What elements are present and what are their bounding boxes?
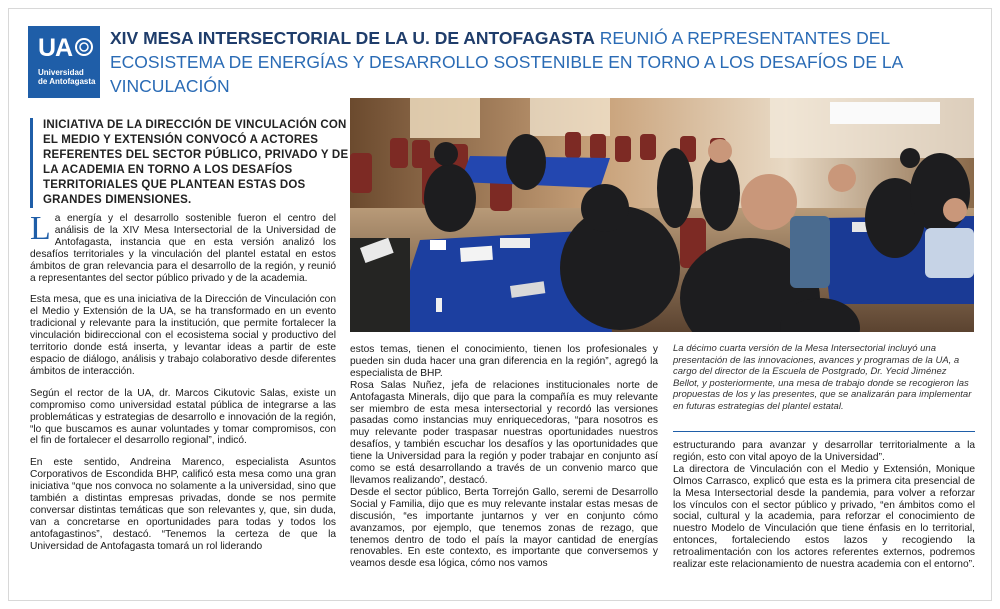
headline-strong: XIV MESA INTERSECTORIAL DE LA U. DE ANTOFAGASTA xyxy=(110,28,595,48)
article-headline xyxy=(110,26,980,98)
paragraph xyxy=(30,210,336,284)
article-column-1 xyxy=(30,210,336,563)
headline-rest: REUNIÓ A REPRESENTANTES DEL ECOSISTEMA DE ENERGÍAS Y DESARROLLO SOSTENIBLE EN TORNO A LOS DESAFÍOS DE LA VINCULACIÓN xyxy=(110,28,903,96)
paragraph: estos temas, tienen el conocimiento, tienen los profesionales y pueden sin duda hacer una gran diferencia en la región”, agregó la especialista de BHP. xyxy=(350,344,658,379)
article-column-2 xyxy=(350,344,658,580)
logo-swirl-icon xyxy=(74,37,94,57)
logo-subtitle xyxy=(38,68,96,86)
logo-acronym: UA xyxy=(38,34,73,62)
paragraph: Desde el sector público, Berta Torrejón Gallo, seremi de Desarrollo Social y Familia, dijo que es muy relevante instalar estas mesas de discusión, “es importante juntarnos y ver en conjunto cómo avanzamos, por ejemplo, que tenemos zonas de rezago, que tenemos dentro de todo el país la mayor cantidad de energías renovables. En este contexto, es importante que conversemos y veamos desde esa lógica, cómo nos vamos xyxy=(350,486,658,570)
article-column-3 xyxy=(673,440,975,581)
paragraph: estructurando para avanzar y desarrollar territorialmente a la región, esto con vital apoyo de la Universidad”. xyxy=(673,440,975,463)
paragraph: Esta mesa, que es una iniciativa de la Dirección de Vinculación con el Medio y Extensión de la UA, se ha transformado en un evento tradicional y relevante para la institución, que permite fortalecer la vinculación bidireccional con el ecosistema social y productivo del territorio donde está inserta, y levantar ideas a partir de este espacio de diálogo, análisis y trabajo colaborativo desde diferentes ámbitos de interacción. xyxy=(30,294,336,377)
event-photo-illustration xyxy=(350,98,974,332)
event-photo xyxy=(350,98,974,332)
paragraph: En este sentido, Andreina Marenco, especialista Asuntos Corporativos de Escondida BHP, calificó esta mesa como una gran iniciativa “que nos convoca no solamente a la universidad, sino que también a distintas empresas privadas, donde se nos permite conversar distintas temáticas que son relevantes y, que, sin duda, van a concretarse en oportunidades para todas y todos los antofagastinos”, destacó. “Tenemos la certeza de que la Universidad de Antofagasta tomará un rol liderando xyxy=(30,457,336,552)
paragraph-text: a energía y el desarrollo sostenible fueron el centro del análisis de la XIV Mesa Intersectorial de la Universidad de Antofagasta, instancia que en esta versión analizó los desafíos territoriales y la vinculación del plantel estatal en estos ámbitos de gran relevancia para el desarrollo de la región, y reunió a representantes del sector público privado y de la academia. xyxy=(30,213,336,284)
photo-caption: La décimo cuarta versión de la Mesa Intersectorial incluyó una presentación de las innovaciones, avances y programas de la UA, a cargo del director de la Escuela de Postgrado, Dr. Yecid Jiménez Bellot, y posteriormente, una mesa de trabajo donde se recogieron las propuestas de los y las presentes, que se analizarán para implementar en futuras estrategias del plantel estatal. xyxy=(673,343,972,412)
logo-line-1: Universidad xyxy=(38,68,84,77)
logo-line-2: de Antofagasta xyxy=(38,77,96,86)
caption-divider xyxy=(673,431,975,432)
university-logo xyxy=(28,26,100,98)
paragraph: La directora de Vinculación con el Medio y Extensión, Monique Olmos Carrasco, explicó que esta es la primera cita presencial de la Mesa Intersectorial desde la pandemia, para volver a reforzar los vínculos con el sector público y privado, “en ámbitos como el social, cultural y la academia, para reforzar el conocimiento de nuestro Modelo de Vinculación que tiene énfasis en lo territorial, entonces, fortaleciendo estos lazos y recogiendo la retroalimentación con los actores referentes externos, podremos realizar este relacionamiento de nuestra academia con el entorno”. xyxy=(673,463,975,571)
paragraph: Rosa Salas Nuñez, jefa de relaciones institucionales norte de Antofagasta Minerals, dijo que para la compañía es muy relevante ser miembro de esta mesa intersectorial y recordó las versiones pasadas como instancias muy enriquecedoras, “para nosotros es muy relevante poder traspasar nuestras oportunidades nuestros desafíos, y también escuchar los desafíos y las oportunidades que tiene la Universidad para la región y poder trabajar en conjunto así como se está desarrollando a través de un convenio marco que llevamos realizando”, destacó. xyxy=(350,379,658,486)
article-lead: INICIATIVA DE LA DIRECCIÓN DE VINCULACIÓN CON EL MEDIO Y EXTENSIÓN CONVOCÓ A ACTORES REFERENTES DEL SECTOR PÚBLICO, PRIVADO Y DE LA ACADEMIA EN TORNO A LOS DESAFÍOS TERRITORIALES QUE PLANTEAN ESTAS DOS GRANDES DIMENSIONES. xyxy=(30,118,349,208)
drop-cap: L xyxy=(30,210,51,247)
paragraph: Según el rector de la UA, dr. Marcos Cikutovic Salas, existe un compromiso como universidad estatal pública de integrarse a las problemáticas y estrategias de desarrollo e innovación de la región, “lo que buscamos es aunar voluntades y tomar compromisos, con el fin de fortalecer el desarrollo regional”, indicó. xyxy=(30,387,336,447)
